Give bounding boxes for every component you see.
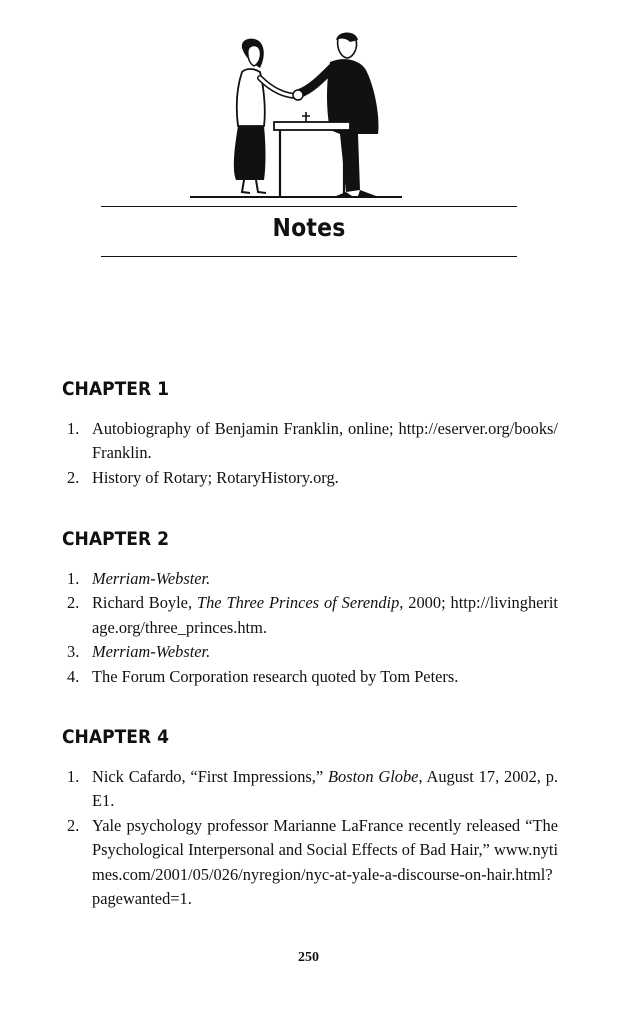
chapter-heading: CHAPTER 1 [62, 378, 170, 400]
note-text: The Forum Corporation research quoted by Tom Peters. [92, 666, 459, 686]
handshake-illustration [180, 30, 410, 202]
note-number: 4. [67, 666, 80, 686]
note-number: 2. [67, 467, 80, 487]
note-text: Merriam-Webster. [92, 569, 211, 588]
notes-list [62, 417, 558, 490]
page-number: 250 [298, 950, 319, 965]
chapter-heading: CHAPTER 4 [62, 726, 170, 748]
note-number: 2. [67, 593, 80, 613]
note-number: 1. [67, 419, 80, 438]
note-number: 1. [67, 767, 80, 786]
note-item [62, 466, 558, 490]
note-item [62, 417, 558, 466]
notes-list [62, 567, 558, 689]
note-text: Merriam-Webster. [92, 642, 211, 662]
note-item [62, 567, 558, 591]
note-item [62, 814, 558, 912]
note-item [62, 665, 558, 689]
chapter-heading: CHAPTER 2 [62, 528, 170, 550]
note-item [62, 765, 558, 814]
note-text: Richard Boyle, The Three Princes of Serendip, 2000; http://livingheritage.org/three_princes.htm. [92, 593, 558, 637]
note-text: History of Rotary; RotaryHistory.org. [92, 467, 339, 487]
note-number: 2. [67, 815, 80, 835]
title-rule-top [101, 206, 517, 207]
note-text: Nick Cafardo, “First Impressions,” Boston Globe, August 17, 2002, p. E1. [92, 767, 559, 811]
note-number: 1. [67, 569, 80, 588]
note-item [62, 591, 558, 640]
title-rule-bottom [101, 256, 517, 257]
note-text: Yale psychology professor Marianne LaFrance recently released “The Psychological Interpersonal and Social Effects of Bad Hair,” www.nytimes.com/2001/05/026/nyregion/nyc-at-yale-a-discourse-on-hair.html?pagewanted=1. [92, 815, 558, 909]
note-number: 3. [67, 642, 80, 662]
page-title: Notes [272, 213, 346, 242]
notes-list [62, 765, 558, 911]
note-item [62, 640, 558, 664]
note-text: Autobiography of Benjamin Franklin, online; http://eserver.org/books/Franklin. [92, 419, 558, 463]
